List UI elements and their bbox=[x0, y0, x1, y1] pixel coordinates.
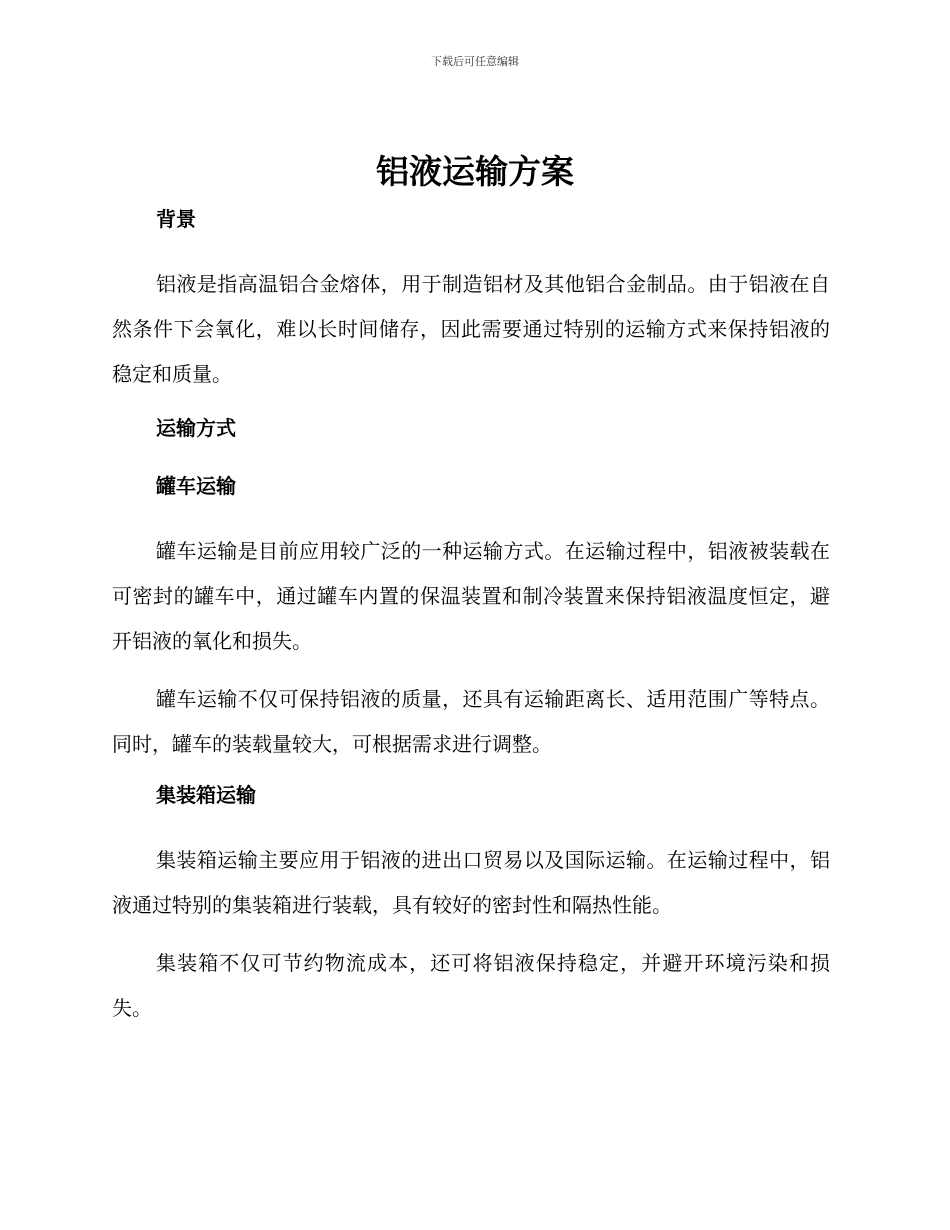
section-heading-container: 集装箱运输 bbox=[156, 783, 256, 807]
section-heading-transport-methods: 运输方式 bbox=[156, 416, 236, 440]
paragraph-tanker-2: 罐车运输不仅可保持铝液的质量，还具有运输距离长、适用范围广等特点。同时，罐车的装载量较大，可根据需求进行调整。 bbox=[112, 687, 830, 756]
paragraph-tanker-1: 罐车运输是目前应用较广泛的一种运输方式。在运输过程中，铝液被装载在可密封的罐车中，通过罐车内置的保温装置和制冷装置来保持铝液温度恒定，避开铝液的氧化和损失。 bbox=[112, 539, 830, 653]
paragraph-background-1: 铝液是指高温铝合金熔体，用于制造铝材及其他铝合金制品。由于铝液在自然条件下会氧化，难以长时间储存，因此需要通过特别的运输方式来保持铝液的稳定和质量。 bbox=[112, 272, 830, 386]
page-header-note: 下载后可任意编辑 bbox=[431, 55, 519, 68]
section-heading-background: 背景 bbox=[156, 207, 196, 231]
document-body bbox=[112, 204, 830, 1044]
section-heading-tanker: 罐车运输 bbox=[156, 474, 236, 498]
paragraph-container-1: 集装箱运输主要应用于铝液的进出口贸易以及国际运输。在运输过程中，铝液通过特别的集装箱进行装载，具有较好的密封性和隔热性能。 bbox=[112, 848, 830, 917]
document-title: 铝液运输方案 bbox=[376, 152, 574, 191]
paragraph-container-2: 集装箱不仅可节约物流成本，还可将铝液保持稳定，并避开环境污染和损失。 bbox=[112, 951, 830, 1020]
